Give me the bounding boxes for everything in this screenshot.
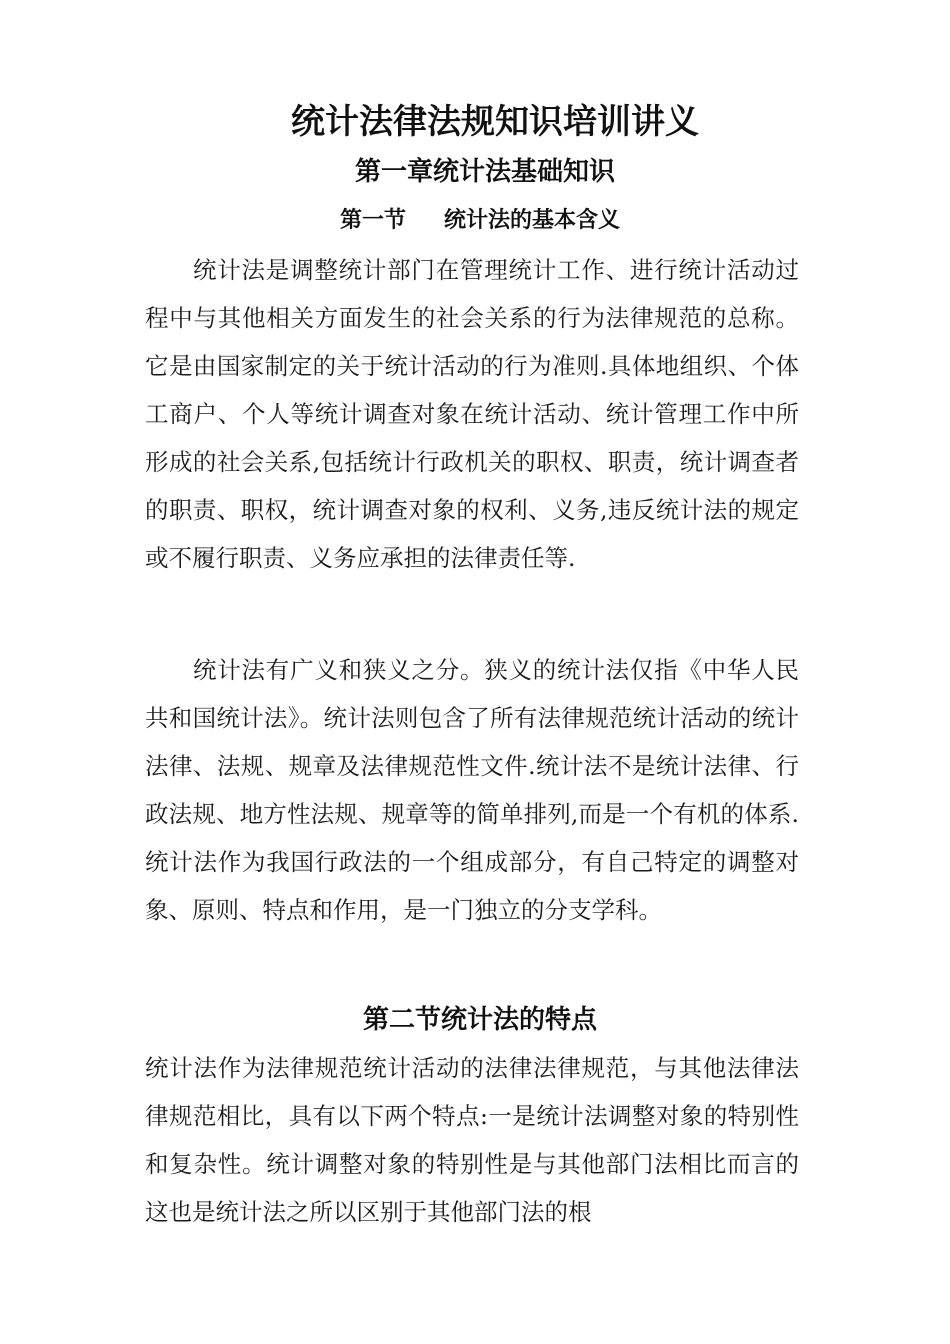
document-title: 统计法律法规知识培训讲义	[291, 102, 699, 142]
paragraph-1: 统计法是调整统计部门在管理统计工作、进行统计活动过程中与其他相关方面发生的社会关系的行为法律规范的总称。它是由国家制定的关于统计活动的行为准则.具体地组织、个体工商户、个人等统计调查对象在统计活动、统计管理工作中所形成的社会关系,包括统计行政机关的职权、职责，统计调查者的职责、职权，统计调查对象的权利、义务,违反统计法的规定或不履行职责、义务应承担的法律责任等.	[145, 256, 799, 572]
section-1-title	[0, 204, 950, 238]
section-1-label: 第一节	[339, 208, 406, 233]
chapter-title: 第一章统计法基础知识	[354, 157, 615, 187]
paragraph-2: 统计法有广义和狭义之分。狭义的统计法仅指《中华人民共和国统计法》。统计法则包含了所有法律规范统计活动的统计法律、法规、规章及法律规范性文件.统计法不是统计法律、行政法规、地方性法规、规章等的简单排列,而是一个有机的体系.统计法作为我国行政法的一个组成部分，有自己特定的调整对象、原则、特点和作用，是一门独立的分支学科。	[145, 656, 799, 924]
section-2-title: 第二节统计法的特点	[362, 1005, 597, 1035]
section-1-name: 统计法的基本含义	[444, 208, 621, 233]
paragraph-3: 统计法作为法律规范统计活动的法律法律规范，与其他法律法律规范相比，具有以下两个特点:一是统计法调整对象的特别性和复杂性。统计调整对象的特别性是与其他部门法相比而言的这也是统计法之所以区别于其他部门法的根	[145, 1054, 799, 1226]
